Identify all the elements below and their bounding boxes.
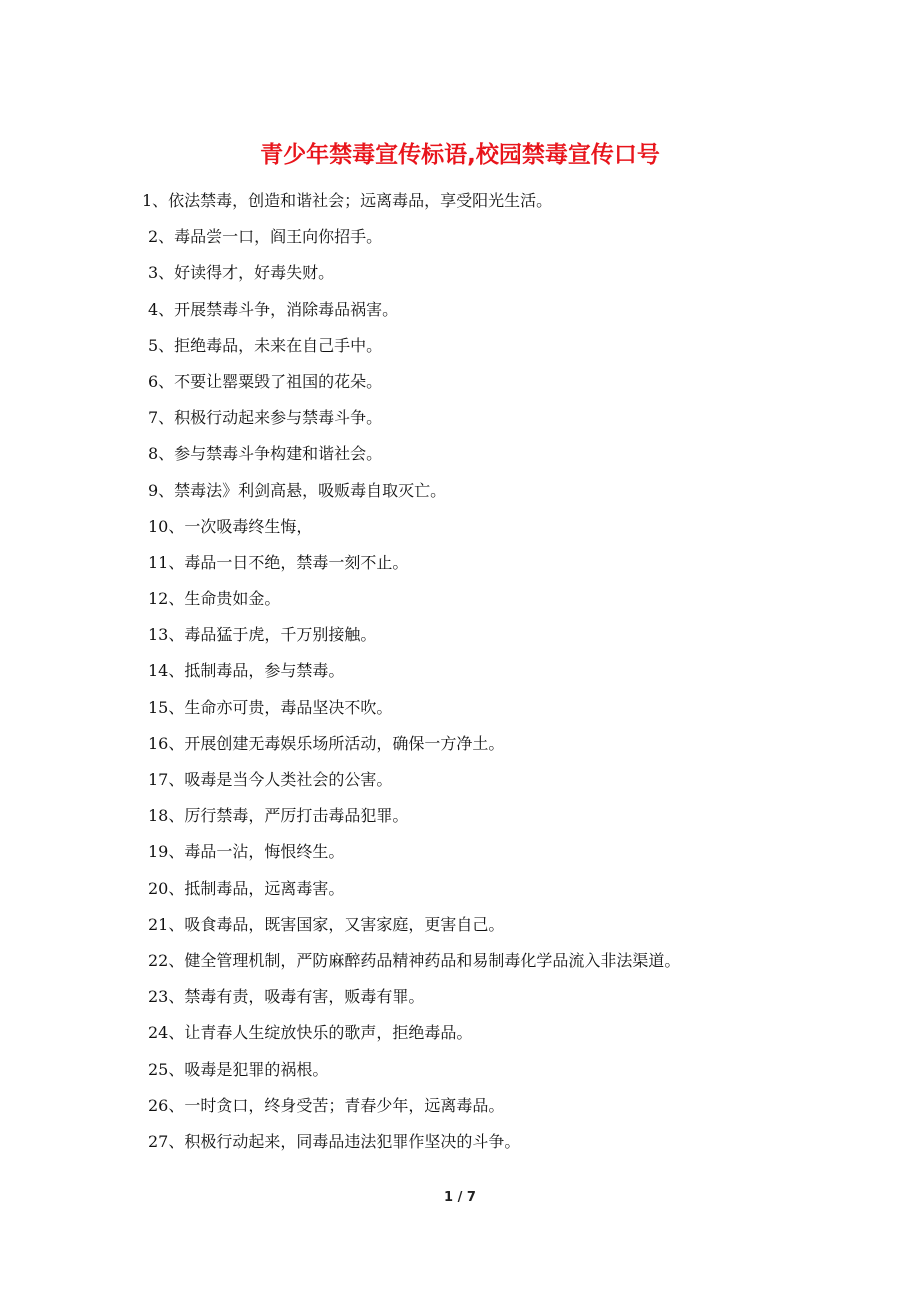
list-item: 1、依法禁毒，创造和谐社会；远离毒品，享受阳光生活。	[142, 191, 553, 210]
list-item: 5、拒绝毒品，未来在自己手中。	[148, 335, 383, 355]
list-item: 23、禁毒有责，吸毒有害，贩毒有罪。	[148, 987, 425, 1007]
list-item: 25、吸毒是犯罪的祸根。	[148, 1059, 329, 1079]
list-item: 22、健全管理机制，严防麻醉药品精神药品和易制毒化学品流入非法渠道。	[148, 950, 681, 970]
page-title: 青少年禁毒宣传标语,校园禁毒宣传口号	[260, 142, 660, 168]
list-item: 7、积极行动起来参与禁毒斗争。	[148, 408, 383, 428]
list-item: 26、一时贪口，终身受苦；青春少年，远离毒品。	[148, 1095, 505, 1115]
list-item: 19、毒品一沾，悔恨终生。	[148, 842, 345, 862]
list-item: 27、积极行动起来，同毒品违法犯罪作坚决的斗争。	[148, 1131, 521, 1151]
list-item: 2、毒品尝一口，阎王向你招手。	[148, 227, 383, 247]
page-indicator: 1 / 7	[444, 1190, 476, 1205]
list-item: 24、让青春人生绽放快乐的歌声，拒绝毒品。	[148, 1023, 473, 1043]
list-item: 20、抵制毒品，远离毒害。	[148, 878, 345, 898]
list-item: 21、吸食毒品，既害国家，又害家庭，更害自己。	[148, 914, 505, 934]
list-item: 9、禁毒法》利剑高悬，吸贩毒自取灭亡。	[148, 480, 447, 500]
list-item: 11、毒品一日不绝，禁毒一刻不止。	[148, 552, 409, 572]
list-item: 6、不要让罂粟毁了祖国的花朵。	[148, 371, 383, 391]
list-item: 4、开展禁毒斗争，消除毒品祸害。	[148, 299, 399, 319]
list-item: 18、厉行禁毒，严厉打击毒品犯罪。	[148, 806, 409, 826]
list-item: 10、一次吸毒终生悔，	[148, 516, 313, 536]
slogan-list	[138, 186, 898, 1163]
list-item: 8、参与禁毒斗争构建和谐社会。	[148, 444, 383, 464]
list-item: 3、好读得才，好毒失财。	[148, 263, 335, 283]
list-item: 14、抵制毒品，参与禁毒。	[148, 661, 345, 681]
list-item: 12、生命贵如金。	[148, 589, 281, 609]
list-item: 15、生命亦可贵，毒品坚决不吹。	[148, 697, 393, 717]
list-item: 17、吸毒是当今人类社会的公害。	[148, 770, 393, 789]
list-item: 16、开展创建无毒娱乐场所活动，确保一方净土。	[148, 733, 505, 753]
list-item: 13、毒品猛于虎，千万别接触。	[148, 625, 377, 645]
